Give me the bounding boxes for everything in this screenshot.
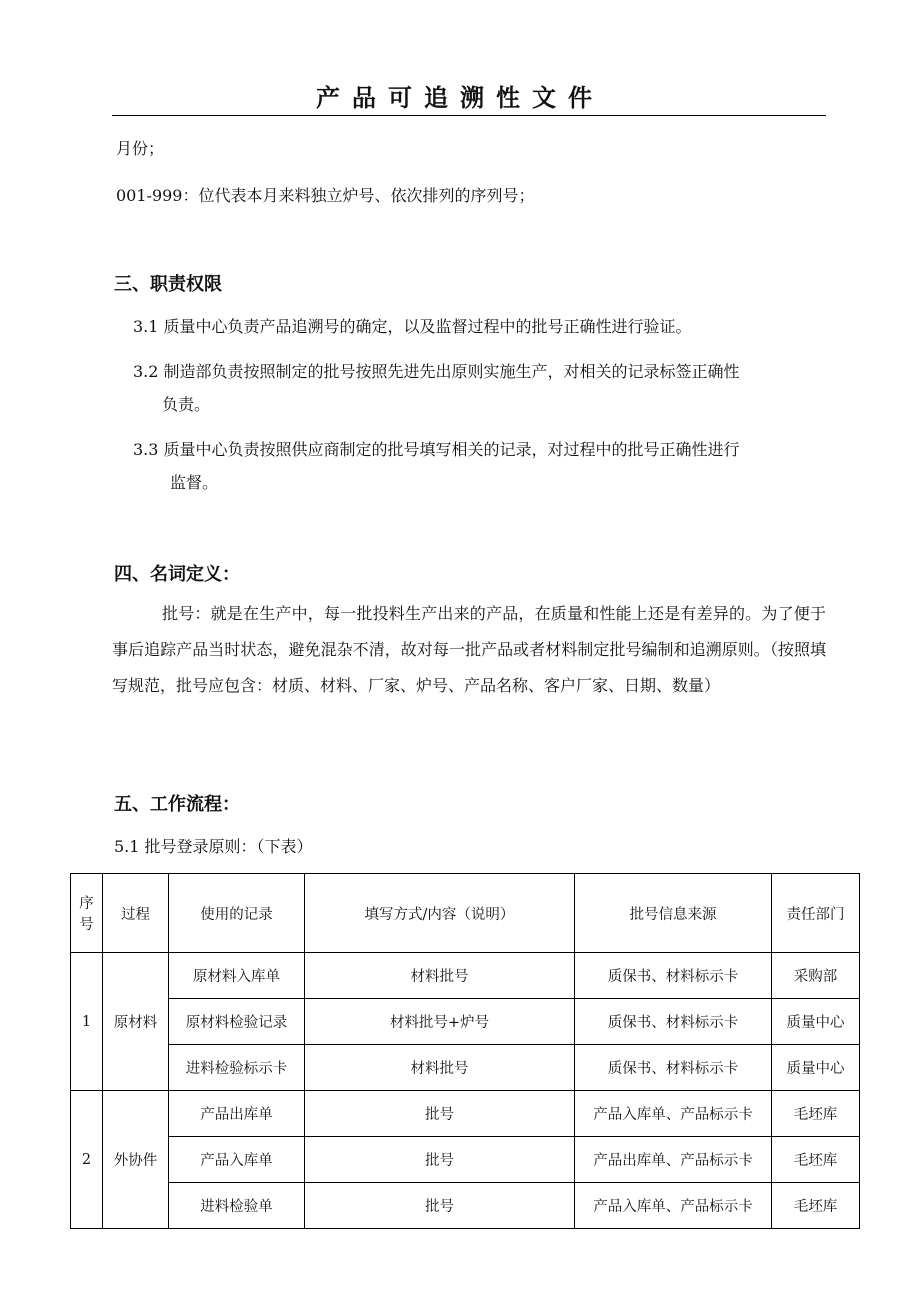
section-4-paragraph: 批号：就是在生产中，每一批投料生产出来的产品，在质量和性能上还是有差异的。为了便于事后追踪产品当时状态，避免混杂不清，故对每一批产品或者材料制定批号编制和追溯原则。（按照填写规范，批号应包含：材质、材料、厂家、炉号、产品名称、客户厂家、日期、数量） xyxy=(112,604,826,695)
cell-dept: 质量中心 xyxy=(772,999,860,1045)
section-5-heading: 五、工作流程： xyxy=(114,794,240,815)
cell-source: 产品入库单、产品标示卡 xyxy=(575,1183,772,1229)
cell-source: 产品入库单、产品标示卡 xyxy=(575,1091,772,1137)
cell-method: 材料批号+炉号 xyxy=(305,999,575,1045)
group-2-process: 外协件 xyxy=(103,1091,169,1229)
section-4-heading: 四、名词定义： xyxy=(114,564,240,585)
cell-dept: 毛坯库 xyxy=(772,1183,860,1229)
cell-method: 材料批号 xyxy=(305,1045,575,1091)
section-3-item-2-line-2: 负责。 xyxy=(162,395,211,414)
cell-record: 产品入库单 xyxy=(169,1137,305,1183)
table-row xyxy=(71,999,860,1045)
intro-line-2: 001-999：位代表本月来料独立炉号、依次排列的序列号； xyxy=(116,186,535,205)
cell-source: 质保书、材料标示卡 xyxy=(575,999,772,1045)
section-3-item-3-line-1: 3.3 质量中心负责按照供应商制定的批号填写相关的记录，对过程中的批号正确性进行 xyxy=(133,440,740,459)
header-process: 过程 xyxy=(103,874,169,953)
cell-source: 质保书、材料标示卡 xyxy=(575,1045,772,1091)
cell-method: 批号 xyxy=(305,1183,575,1229)
table-row xyxy=(71,1091,860,1137)
cell-dept: 采购部 xyxy=(772,953,860,999)
cell-record: 进料检验标示卡 xyxy=(169,1045,305,1091)
cell-dept: 质量中心 xyxy=(772,1045,860,1091)
group-1-no: 1 xyxy=(71,953,103,1091)
cell-record: 原材料入库单 xyxy=(169,953,305,999)
cell-source: 质保书、材料标示卡 xyxy=(575,953,772,999)
section-3-item-2-line-1: 3.2 制造部负责按照制定的批号按照先进先出原则实施生产，对相关的记录标签正确性 xyxy=(133,362,740,381)
table-header-row xyxy=(71,874,860,953)
section-3-heading: 三、职责权限 xyxy=(114,274,222,295)
cell-method: 材料批号 xyxy=(305,953,575,999)
table-row xyxy=(71,1183,860,1229)
header-record: 使用的记录 xyxy=(169,874,305,953)
group-1-process: 原材料 xyxy=(103,953,169,1091)
header-dept: 责任部门 xyxy=(772,874,860,953)
cell-record: 进料检验单 xyxy=(169,1183,305,1229)
cell-method: 批号 xyxy=(305,1091,575,1137)
cell-record: 产品出库单 xyxy=(169,1091,305,1137)
header-no: 序号 xyxy=(71,874,103,953)
title-divider xyxy=(112,115,826,116)
cell-method: 批号 xyxy=(305,1137,575,1183)
table-row xyxy=(71,953,860,999)
header-method: 填写方式/内容（说明） xyxy=(305,874,575,953)
cell-dept: 毛坯库 xyxy=(772,1137,860,1183)
table-row xyxy=(71,1137,860,1183)
table-row xyxy=(71,1045,860,1091)
document-title: 产品可追溯性文件 xyxy=(316,84,604,112)
header-source: 批号信息来源 xyxy=(575,874,772,953)
section-5-subheading: 5.1 批号登录原则：（下表） xyxy=(114,837,313,856)
cell-dept: 毛坯库 xyxy=(772,1091,860,1137)
section-3-item-1: 3.1 质量中心负责产品追溯号的确定，以及监督过程中的批号正确性进行验证。 xyxy=(133,317,692,336)
batch-number-table xyxy=(70,873,860,1229)
cell-record: 原材料检验记录 xyxy=(169,999,305,1045)
intro-line-1: 月份； xyxy=(116,139,165,158)
cell-source: 产品出库单、产品标示卡 xyxy=(575,1137,772,1183)
section-3-item-3-line-2: 监督。 xyxy=(170,473,219,492)
group-2-no: 2 xyxy=(71,1091,103,1229)
